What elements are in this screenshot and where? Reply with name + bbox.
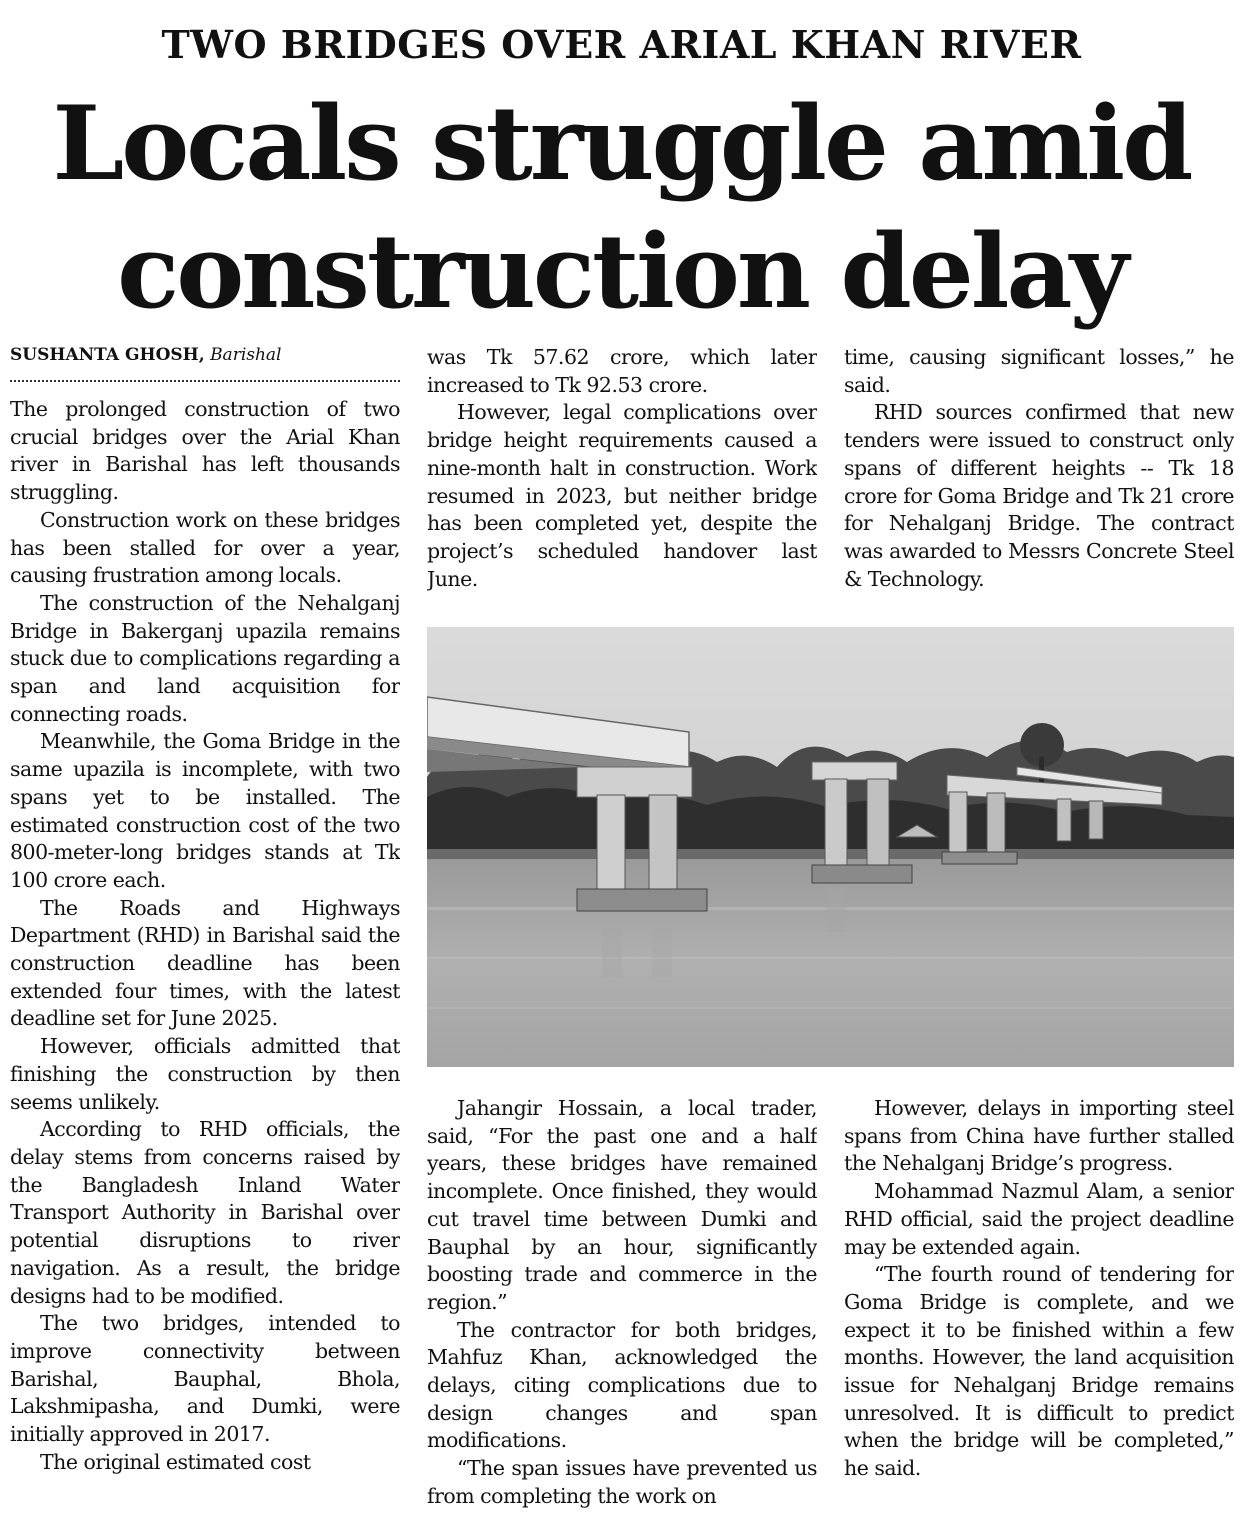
paragraph: Construction work on these bridges has been stalled for over a year, causing frustration among locals.	[10, 507, 400, 588]
headline	[0, 80, 1243, 336]
byline	[10, 345, 400, 365]
paragraph: The contractor for both bridges, Mahfuz Khan, acknowledged the delays, citing complications due to design changes and span modifications.	[427, 1317, 817, 1453]
paragraph: “The span issues have prevented us from completing the work on	[427, 1456, 817, 1508]
paragraph: The Roads and Highways Department (RHD) in Barishal said the construction deadline has been extended four times, with the latest deadline set for June 2025.	[10, 895, 400, 1031]
bridge-photo	[427, 627, 1234, 1067]
byline-author: SUSHANTA GHOSH,	[10, 345, 205, 365]
paragraph: The construction of the Nehalganj Bridge in Bakerganj upazila remains stuck due to complications regarding a span and land acquisition for connecting roads.	[10, 590, 400, 726]
paragraph: The original estimated cost	[40, 1449, 311, 1474]
paragraph: According to RHD officials, the delay stems from concerns raised by the Bangladesh Inland Water Transport Authority in Barishal over potential disruptions to river navigation. As a result, the bridge designs had to be modified.	[10, 1117, 400, 1308]
headline-line-2: construction delay	[117, 212, 1126, 332]
paragraph: The prolonged construction of two crucial bridges over the Arial Khan river in Barishal has left thousands struggling.	[10, 397, 400, 505]
headline-line-1: Locals struggle amid	[52, 84, 1191, 204]
article-column-2-top	[427, 344, 817, 604]
paragraph: Meanwhile, the Goma Bridge in the same upazila is incomplete, with two spans yet to be installed. The estimated construction cost of the two 800-meter-long bridges stands at Tk 100 crore each.	[10, 729, 400, 892]
paragraph: Jahangir Hossain, a local trader, said, “For the past one and a half years, these bridges have remained incomplete. Once finished, they would cut travel time between Dumki and Bauphal by an hour, significantly boosting trade and commerce in the region.”	[427, 1096, 817, 1314]
paragraph: time, causing significant losses,” he said.	[844, 345, 1234, 397]
paragraph: RHD sources confirmed that new tenders were issued to construct only spans of different heights -- Tk 18 crore for Goma Bridge and Tk 21 crore for Nehalganj Bridge. The contract was awarded to Messrs Concrete Steel & Technology.	[844, 400, 1234, 591]
paragraph: However, legal complications over bridge height requirements caused a nine-month halt in construction. Work resumed in 2023, but neither bridge has been completed yet, despite the project’s scheduled handover last June.	[427, 400, 817, 591]
article-column-2-bottom	[427, 1095, 817, 1525]
article-column-3-bottom	[844, 1095, 1234, 1525]
paragraph: Mohammad Nazmul Alam, a senior RHD official, said the project deadline may be extended again.	[844, 1179, 1234, 1259]
byline-location: Barishal	[210, 345, 282, 365]
paragraph: However, delays in importing steel spans from China have further stalled the Nehalganj Bridge’s progress.	[844, 1096, 1234, 1176]
paragraph: “The fourth round of tendering for Goma Bridge is complete, and we expect it to be finished within a few months. However, the land acquisition issue for Nehalganj Bridge remains unresolved. It is difficult to predict when the bridge will be completed,” he said.	[844, 1262, 1234, 1481]
byline-divider	[10, 380, 400, 382]
paragraph: However, officials admitted that finishing the construction by then seems unlikely.	[10, 1034, 400, 1114]
article-column-3-top	[844, 344, 1234, 604]
paragraph: The two bridges, intended to improve connectivity between Barishal, Bauphal, Bhola, Lakshmipasha, and Dumki, were initially approved in 2017.	[10, 1311, 400, 1447]
kicker: TWO BRIDGES OVER ARIAL KHAN RIVER	[161, 22, 1082, 67]
article-column-1	[10, 396, 400, 1521]
bridge-photo-illustration	[427, 627, 1234, 1067]
paragraph: was Tk 57.62 crore, which later increased to Tk 92.53 crore.	[427, 345, 817, 397]
